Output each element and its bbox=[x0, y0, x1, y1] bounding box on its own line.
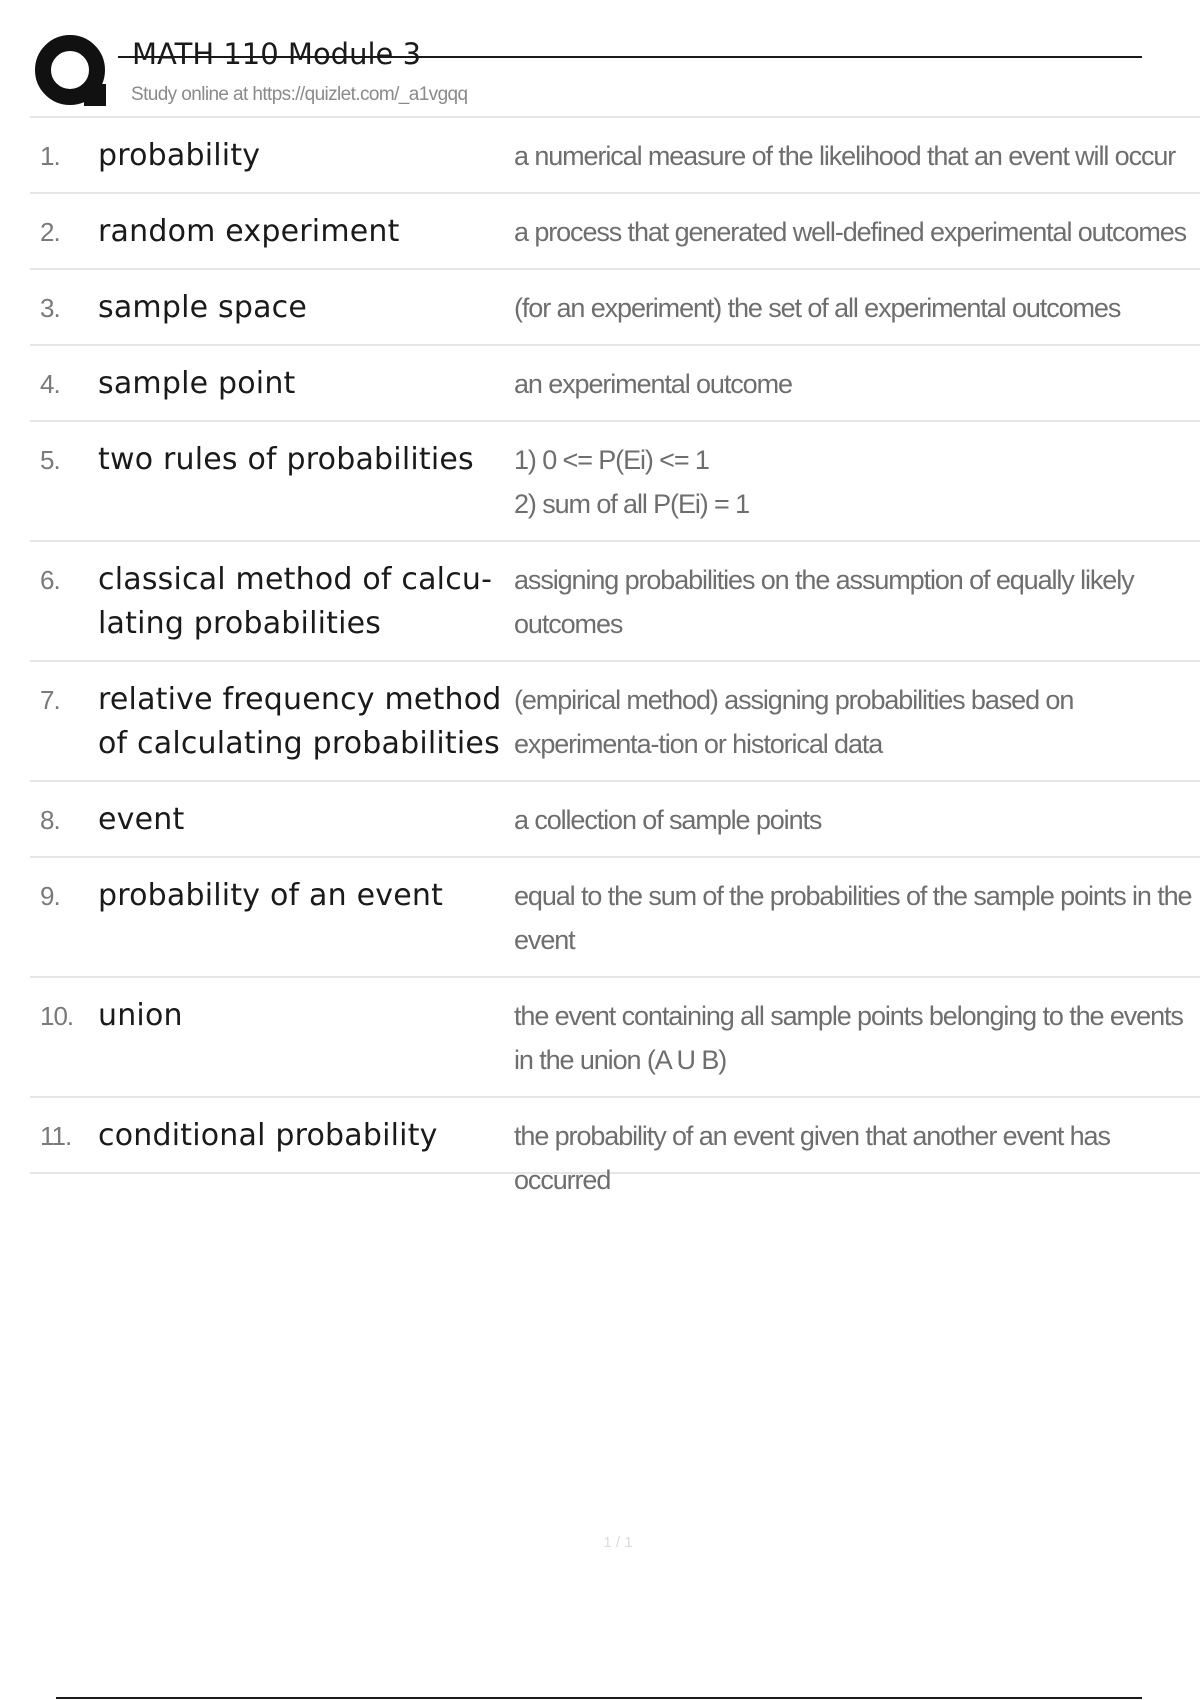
card-term: sample space bbox=[98, 290, 308, 325]
document-title: MATH 110 Module 3 bbox=[132, 37, 422, 71]
card-number: 11. bbox=[40, 1121, 72, 1151]
card-term: relative frequency method of calculating probabilities bbox=[98, 682, 502, 761]
card-number: 10. bbox=[40, 1001, 74, 1031]
card-number: 2. bbox=[40, 217, 60, 247]
flashcard-row bbox=[30, 118, 1200, 194]
card-term: random experiment bbox=[98, 214, 400, 249]
card-number: 4. bbox=[40, 369, 60, 399]
card-definition: a numerical measure of the likelihood that an event will occur bbox=[514, 141, 1176, 171]
card-term: probability bbox=[98, 138, 261, 173]
flashcard-row bbox=[30, 542, 1200, 662]
flashcard-row bbox=[30, 662, 1200, 782]
card-definition: assigning probabilities on the assumption of equally likely outcomes bbox=[514, 565, 1134, 639]
flashcard-row bbox=[30, 422, 1200, 542]
flashcard-row bbox=[30, 858, 1200, 978]
card-definition: an experimental outcome bbox=[514, 369, 792, 399]
card-number: 9. bbox=[40, 881, 60, 911]
page-number: 1 / 1 bbox=[603, 1534, 633, 1551]
card-definition: the event containing all sample points belonging to the events in the union (A U B) bbox=[514, 1001, 1183, 1075]
flashcard-row bbox=[30, 270, 1200, 346]
card-definition: the probability of an event given that another event has occurred bbox=[514, 1121, 1110, 1195]
card-term: sample point bbox=[98, 366, 296, 401]
flashcard-row bbox=[30, 194, 1200, 270]
flashcard-row bbox=[30, 1098, 1200, 1195]
card-term: two rules of probabilities bbox=[98, 442, 474, 477]
flashcard-row bbox=[30, 346, 1200, 422]
card-definition: a process that generated well-defined experimental outcomes bbox=[514, 217, 1187, 247]
card-number: 8. bbox=[40, 805, 60, 835]
footer-rule bbox=[56, 1697, 1142, 1699]
card-number: 3. bbox=[40, 293, 60, 323]
card-definition: 1) 0 <= P(Ei) <= 1 2) sum of all P(Ei) = 1 bbox=[514, 445, 750, 519]
card-term: classical method of calcu-lating probabilities bbox=[98, 562, 493, 641]
flashcard-list bbox=[30, 116, 1200, 1195]
card-term: union bbox=[98, 998, 183, 1033]
flashcard-row bbox=[30, 782, 1200, 858]
card-number: 5. bbox=[40, 445, 60, 475]
flashcard-row bbox=[30, 978, 1200, 1098]
card-number: 1. bbox=[40, 141, 60, 171]
card-term: event bbox=[98, 802, 185, 837]
card-number: 7. bbox=[40, 685, 60, 715]
study-online-link[interactable]: Study online at https://quizlet.com/_a1vgqq bbox=[131, 84, 468, 105]
card-term: probability of an event bbox=[98, 878, 444, 913]
card-term: conditional probability bbox=[98, 1118, 438, 1153]
card-definition: (for an experiment) the set of all experimental outcomes bbox=[514, 293, 1121, 323]
quizlet-q-logo-icon bbox=[32, 32, 112, 112]
card-number: 6. bbox=[40, 565, 60, 595]
card-definition: a collection of sample points bbox=[514, 805, 822, 835]
card-definition: (empirical method) assigning probabilities based on experimenta-tion or historical data bbox=[514, 685, 1074, 759]
card-definition: equal to the sum of the probabilities of the sample points in the event bbox=[514, 881, 1192, 955]
